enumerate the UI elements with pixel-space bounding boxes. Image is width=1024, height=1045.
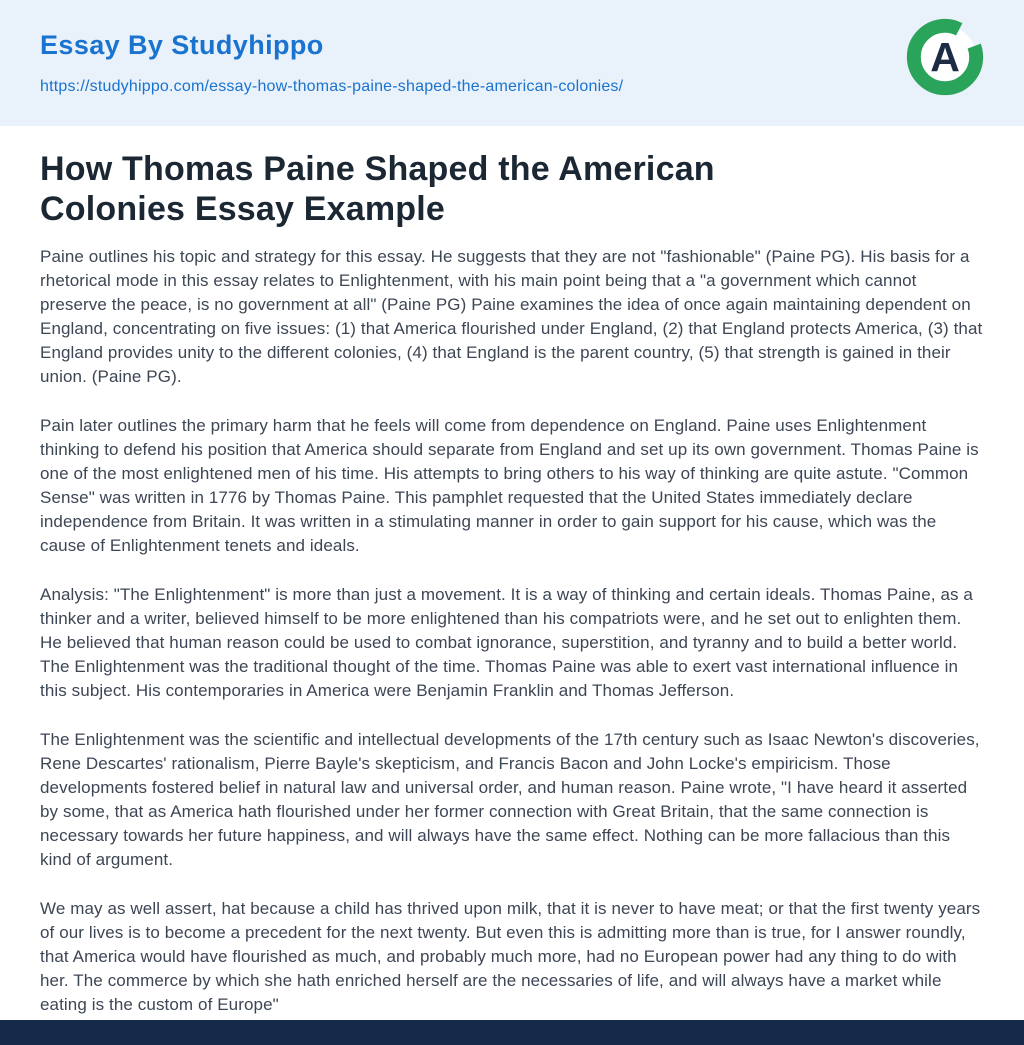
studyhippo-logo-icon — [904, 16, 986, 98]
footer-bar — [0, 1020, 1024, 1045]
essay-paragraph: Paine outlines his topic and strategy for this essay. He suggests that they are not "fashionable" (Paine PG). His basis for a rhetorical mode in this essay relates to Enlightenment, with his main point being that a "a government which cannot preserve the peace, is no government at all" (Paine PG) Paine examines the idea of once again maintaining dependent on England, concentrating on five issues: (1) that America flourished under England, (2) that England protects America, (3) that England provides unity to the different colonies, (4) that England is the parent country, (5) that strength is gained in their union. (Paine PG). — [40, 246, 983, 386]
site-title: Essay By Studyhippo — [40, 30, 324, 60]
essay-paragraph: Pain later outlines the primary harm that he feels will come from dependence on England. Paine uses Enlightenment thinking to defend his position that America should separate from England and set up its own government. Thomas Paine is one of the most enlightened men of his time. His attempts to bring others to his way of thinking are quite astute. "Common Sense" was written in 1776 by Thomas Paine. This pamphlet requested that the United States immediately declare independence from Britain. It was written in a stimulating manner in order to gain support for his cause, which was the cause of Enlightenment tenets and ideals. — [40, 415, 979, 555]
page-url-link[interactable]: https://studyhippo.com/essay-how-thomas-paine-shaped-the-american-colonies/ — [40, 78, 624, 95]
essay-paragraph: The Enlightenment was the scientific and intellectual developments of the 17th century such as Isaac Newton's discoveries, Rene Descartes' rationalism, Pierre Bayle's skepticism, and Francis Bacon and John Locke's empiricism. Those developments fostered belief in natural law and universal order, and human reason. Paine wrote, "I have heard it asserted by some, that as America hath flourished under her former connection with Great Britain, that the same connection is necessary towards her future happiness, and will always have the same effect. Nothing can be more fallacious than this kind of argument. — [40, 729, 980, 869]
essay-paragraph: We may as well assert, hat because a child has thrived upon milk, that it is never to have meat; or that the first twenty years of our lives is to become a precedent for the next twenty. But even this is admitting more than is true, for I answer roundly, that America would have flourished as much, and probably much more, had no European power had any thing to do with her. The commerce by which she hath enriched herself are the necessaries of life, and will always have a market while eating is the custom of Europe" — [40, 898, 981, 1014]
logo-letter: A — [930, 33, 960, 80]
essay-paragraph: Analysis: "The Enlightenment" is more than just a movement. It is a way of thinking and certain ideals. Thomas Paine, as a thinker and a writer, believed himself to be more enlightened than his compatriots were, and he set out to enlighten them. He believed that human reason could be used to combat ignorance, superstition, and tyranny and to build a better world. The Enlightenment was the traditional thought of the time. Thomas Paine was able to exert vast international influence in this subject. His contemporaries in America were Benjamin Franklin and Thomas Jefferson. — [40, 584, 973, 700]
page-title — [40, 150, 984, 230]
page-title-line: How Thomas Paine Shaped the American — [40, 150, 715, 188]
page-title-line: Colonies Essay Example — [40, 189, 446, 228]
article-body — [0, 150, 1024, 1017]
page-header — [0, 0, 1024, 126]
